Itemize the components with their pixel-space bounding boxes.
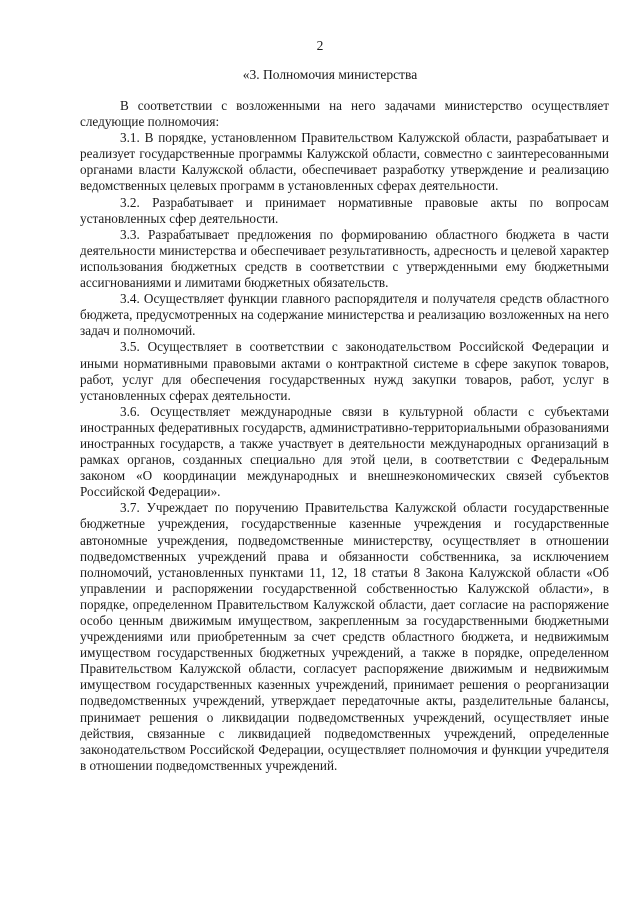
paragraph-3-2: 3.2. Разрабатывает и принимает нормативные правовые акты по вопросам установленных сфер деятельности. [80, 194, 609, 226]
section-heading: «3. Полномочия министерства [242, 67, 418, 82]
page-number: 2 [316, 38, 324, 53]
paragraph-3-1: 3.1. В порядке, установленном Правительством Калужской области, разрабатывает и реализует государственные программы Калужской области, совместно с заинтересованными органами власти Калужской области, обеспечивает разработку утверждение и реализацию ведомственных целевых программ в установленных сферах деятельности. [80, 130, 609, 194]
paragraph-3-7: 3.7. Учреждает по поручению Правительства Калужской области государственные бюджетные учреждения, государственные казенные учреждения и государственные автономные учреждения, подведомственные министерству, осуществляет в отношении подведомственных учреждений права и обязанности собственника, за исключением полномочий, установленных пунктами 11, 12, 18 статьи 8 Закона Калужской области «Об управлении и распоряжении государственной собственностью Калужской области», в порядке, определенном Правительством Калужской области, дает согласие на распоряжение особо ценным движимым имуществом, закрепленным за государственными бюджетными учреждениями или приобретенным за счет средств областного бюджета, и недвижимым имуществом государственных бюджетных учреждений, а также в порядке, определенном Правительством Калужской области, согласует распоряжение движимым и недвижимым имуществом государственных казенных учреждений, принимает решения о реорганизации подведомственных учреждений, утверждает передаточные акты, разделительные балансы, принимает решения о ликвидации подведомственных учреждений, осуществляет иные действия, связанные с ликвидацией подведомственных учреждений, определенные законодательством Российской Федерации, осуществляет полномочия и функции учредителя в отношении подведомственных учреждений. [80, 500, 609, 773]
document-body [80, 98, 609, 774]
paragraph-3-5: 3.5. Осуществляет в соответствии с законодательством Российской Федерации и иными нормативными правовыми актами о контрактной системе в сфере закупок товаров, работ, услуг для обеспечения государственных нужд закупки товаров, работ, услуг в установленных сферах деятельности. [80, 339, 609, 403]
paragraph-intro: В соответствии с возложенными на него задачами министерство осуществляет следующие полномочия: [80, 98, 609, 130]
paragraph-3-4: 3.4. Осуществляет функции главного распорядителя и получателя средств областного бюджета, предусмотренных на содержание министерства и реализацию возложенных на него задач и полномочий. [80, 291, 609, 339]
paragraph-3-6: 3.6. Осуществляет международные связи в культурной области с субъектами иностранных федеративных государств, административно-территориальными образованиями иностранных государств, а также участвует в деятельности международных организаций в рамках органов, созданных специально для этой цели, в соответствии с Федеральным законом «О координации международных и внешнеэкономических связей субъектов Российской Федерации». [80, 403, 609, 500]
paragraph-3-3: 3.3. Разрабатывает предложения по формированию областного бюджета в части деятельности министерства и обеспечивает результативность, адресность и целевой характер использования бюджетных средств в соответствии с утвержденными ему бюджетными ассигнованиями и лимитами бюджетных обязательств. [80, 226, 609, 291]
